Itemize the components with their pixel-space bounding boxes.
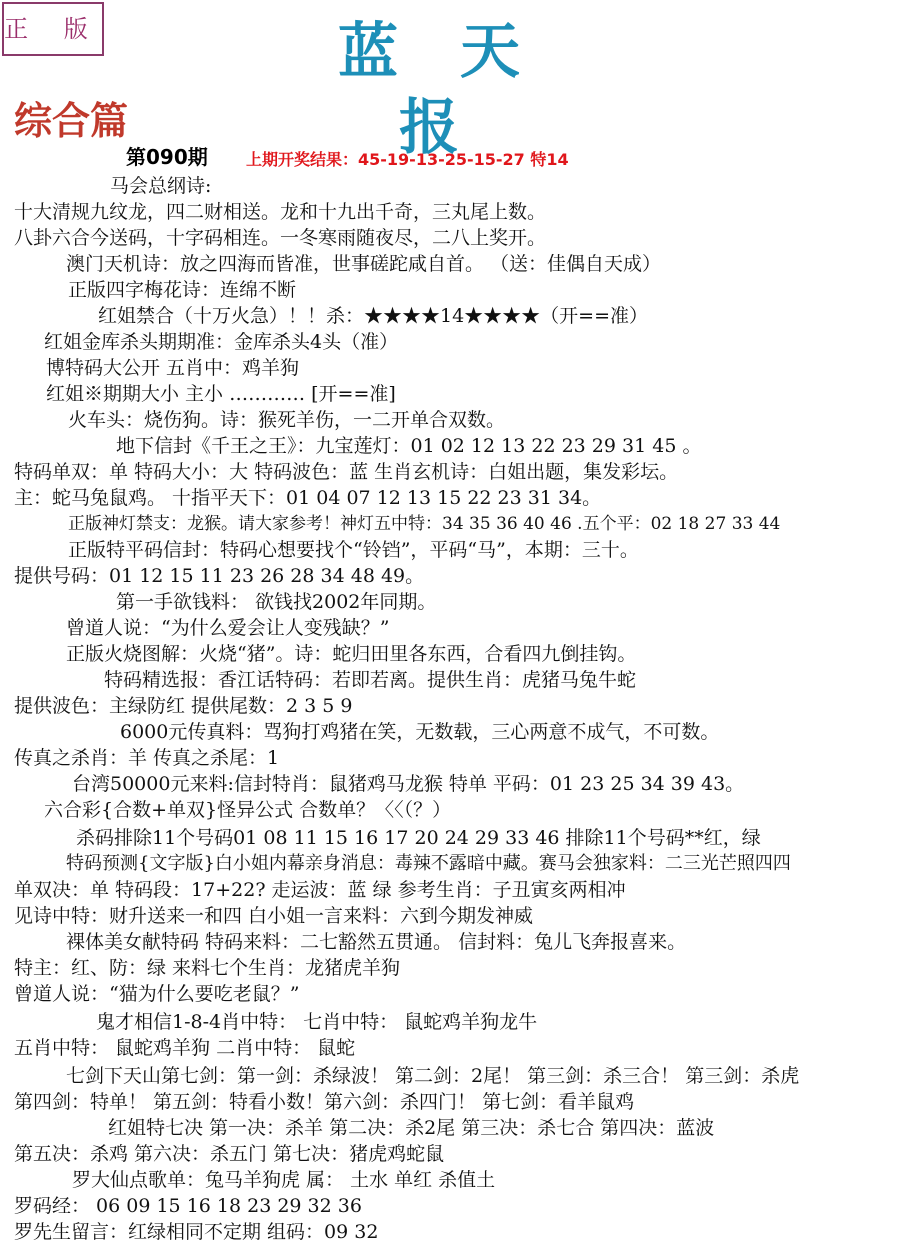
text-line: 地下信封《千王之王》：九宝莲灯：01 02 12 13 22 23 29 31 45 。: [116, 435, 702, 457]
text-line: 特码单双：单 特码大小：大 特码波色：蓝 生肖玄机诗：白姐出题，集发彩坛。: [14, 461, 679, 483]
text-line: 台湾50000元来料:信封特肖：鼠猪鸡马龙猴 特单 平码：01 23 25 34 39 43。: [72, 773, 745, 795]
text-line: 特主：红、防：绿 来料七个生肖：龙猪虎羊狗: [14, 957, 401, 979]
text-line: 马会总纲诗:: [110, 175, 212, 197]
text-line: 五肖中特： 鼠蛇鸡羊狗 二肖中特： 鼠蛇: [14, 1037, 356, 1059]
text-line: 曾道人说：“猫为什么要吃老鼠？”: [14, 983, 300, 1005]
text-line: 特码预测{文字版}白小姐内幕亲身消息：毒辣不露暗中藏。赛马会独家料：二三光芒照四四: [66, 853, 791, 874]
text-line: 正版特平码信封：特码心想要找个“铃铛”，平码“马”，本期：三十。: [68, 539, 639, 561]
text-line: 提供波色：主绿防红 提供尾数：2 3 5 9: [14, 695, 353, 717]
text-line: 传真之杀肖：羊 传真之杀尾：1: [14, 747, 280, 769]
text-line: 鬼才相信1-8-4肖中特： 七肖中特： 鼠蛇鸡羊狗龙牛: [96, 1011, 538, 1033]
text-line: 正版四字梅花诗：连绵不断: [68, 279, 297, 301]
text-line: 火车头：烧伤狗。诗：猴死羊伤，一二开单合双数。: [68, 409, 506, 431]
text-line: 罗大仙点歌单：兔马羊狗虎 属： 土水 单红 杀值土: [72, 1169, 496, 1191]
last-draw-result: 上期开奖结果：45-19-13-25-15-27 特14: [246, 150, 569, 169]
zhengban-badge: 正 版: [2, 2, 104, 56]
text-line: 正版火烧图解：火烧“猪”。诗：蛇归田里各东西，合看四九倒挂钩。: [66, 643, 637, 665]
text-line: 六合彩{合数+单双}怪异公式 合数单？〈〈（？）: [44, 799, 452, 821]
text-line: 第一手欲钱料： 欲钱找2002年同期。: [116, 591, 437, 613]
text-line: 裸体美女献特码 特码来料：二七豁然五贯通。 信封料：兔儿飞奔报喜来。: [66, 931, 687, 953]
text-line: 罗先生留言：红绿相同不定期 组码：09 32: [14, 1221, 379, 1243]
text-line: 杀码排除11个号码01 08 11 15 16 17 20 24 29 33 46 排除11个号码**红，绿: [76, 827, 761, 849]
text-line: 特码精选报：香江话特码：若即若离。提供生肖：虎猪马兔牛蛇: [104, 669, 637, 691]
text-line: 第五决：杀鸡 第六决：杀五门 第七决：猪虎鸡蛇鼠: [14, 1143, 445, 1165]
issue-number: 第090期: [126, 145, 208, 169]
text-line: 七剑下天山第七剑：第一剑：杀绿波！ 第二剑：2尾！ 第三剑：杀三合！ 第三剑：杀虎: [66, 1065, 800, 1087]
text-line: 博特码大公开 五肖中：鸡羊狗: [46, 357, 300, 379]
text-line: 单双决：单 特码段：17+22? 走运波：蓝 绿 参考生肖：子丑寅亥两相冲: [14, 879, 626, 901]
text-line: 十大清规九纹龙，四二财相送。龙和十九出千奇，三丸尾上数。: [14, 201, 547, 223]
text-line: 6000元传真料：骂狗打鸡猪在笑，无数载，三心两意不成气，不可数。: [120, 721, 720, 743]
text-line: 红姐※期期大小 主小 ………… [开==准]: [46, 383, 396, 405]
text-line: 提供号码：01 12 15 11 23 26 28 34 48 49。: [14, 565, 425, 587]
text-line: 曾道人说：“为什么爱会让人变残缺？”: [66, 617, 390, 639]
text-line: 澳门天机诗：放之四海而皆准，世事磋跎咸自首。 （送：佳偶自天成）: [66, 253, 662, 275]
text-line: 红姐金库杀头期期准：金库杀头4头（准）: [44, 331, 399, 353]
text-line: 第四剑：特单！ 第五剑：特看小数！第六剑：杀四门！ 第七剑：看羊鼠鸡: [14, 1091, 635, 1113]
text-line: 红姐特七决 第一决：杀羊 第二决：杀2尾 第三决：杀七合 第四决：蓝波: [108, 1117, 715, 1139]
text-line: 见诗中特：财升送来一和四 白小姐一言来料：六到今期发神威: [14, 905, 534, 927]
text-line: 罗码经： 06 09 15 16 18 23 29 32 36: [14, 1195, 362, 1217]
text-line: 八卦六合今送码，十字码相连。一冬寒雨随夜尽，二八上奖开。: [14, 227, 547, 249]
text-line: 红姐禁合（十万火急）！！杀：★★★★14★★★★（开==准）: [98, 305, 649, 327]
section-title: 综合篇: [14, 98, 129, 143]
masthead-title: 蓝天报: [338, 17, 582, 163]
text-line: 正版神灯禁支：龙猴。请大家参考！神灯五中特：34 35 36 40 46 .五个平：02 18 27 33 44: [68, 514, 781, 534]
text-line: 主：蛇马兔鼠鸡。 十指平天下：01 04 07 12 13 15 22 23 31 34。: [14, 487, 602, 509]
